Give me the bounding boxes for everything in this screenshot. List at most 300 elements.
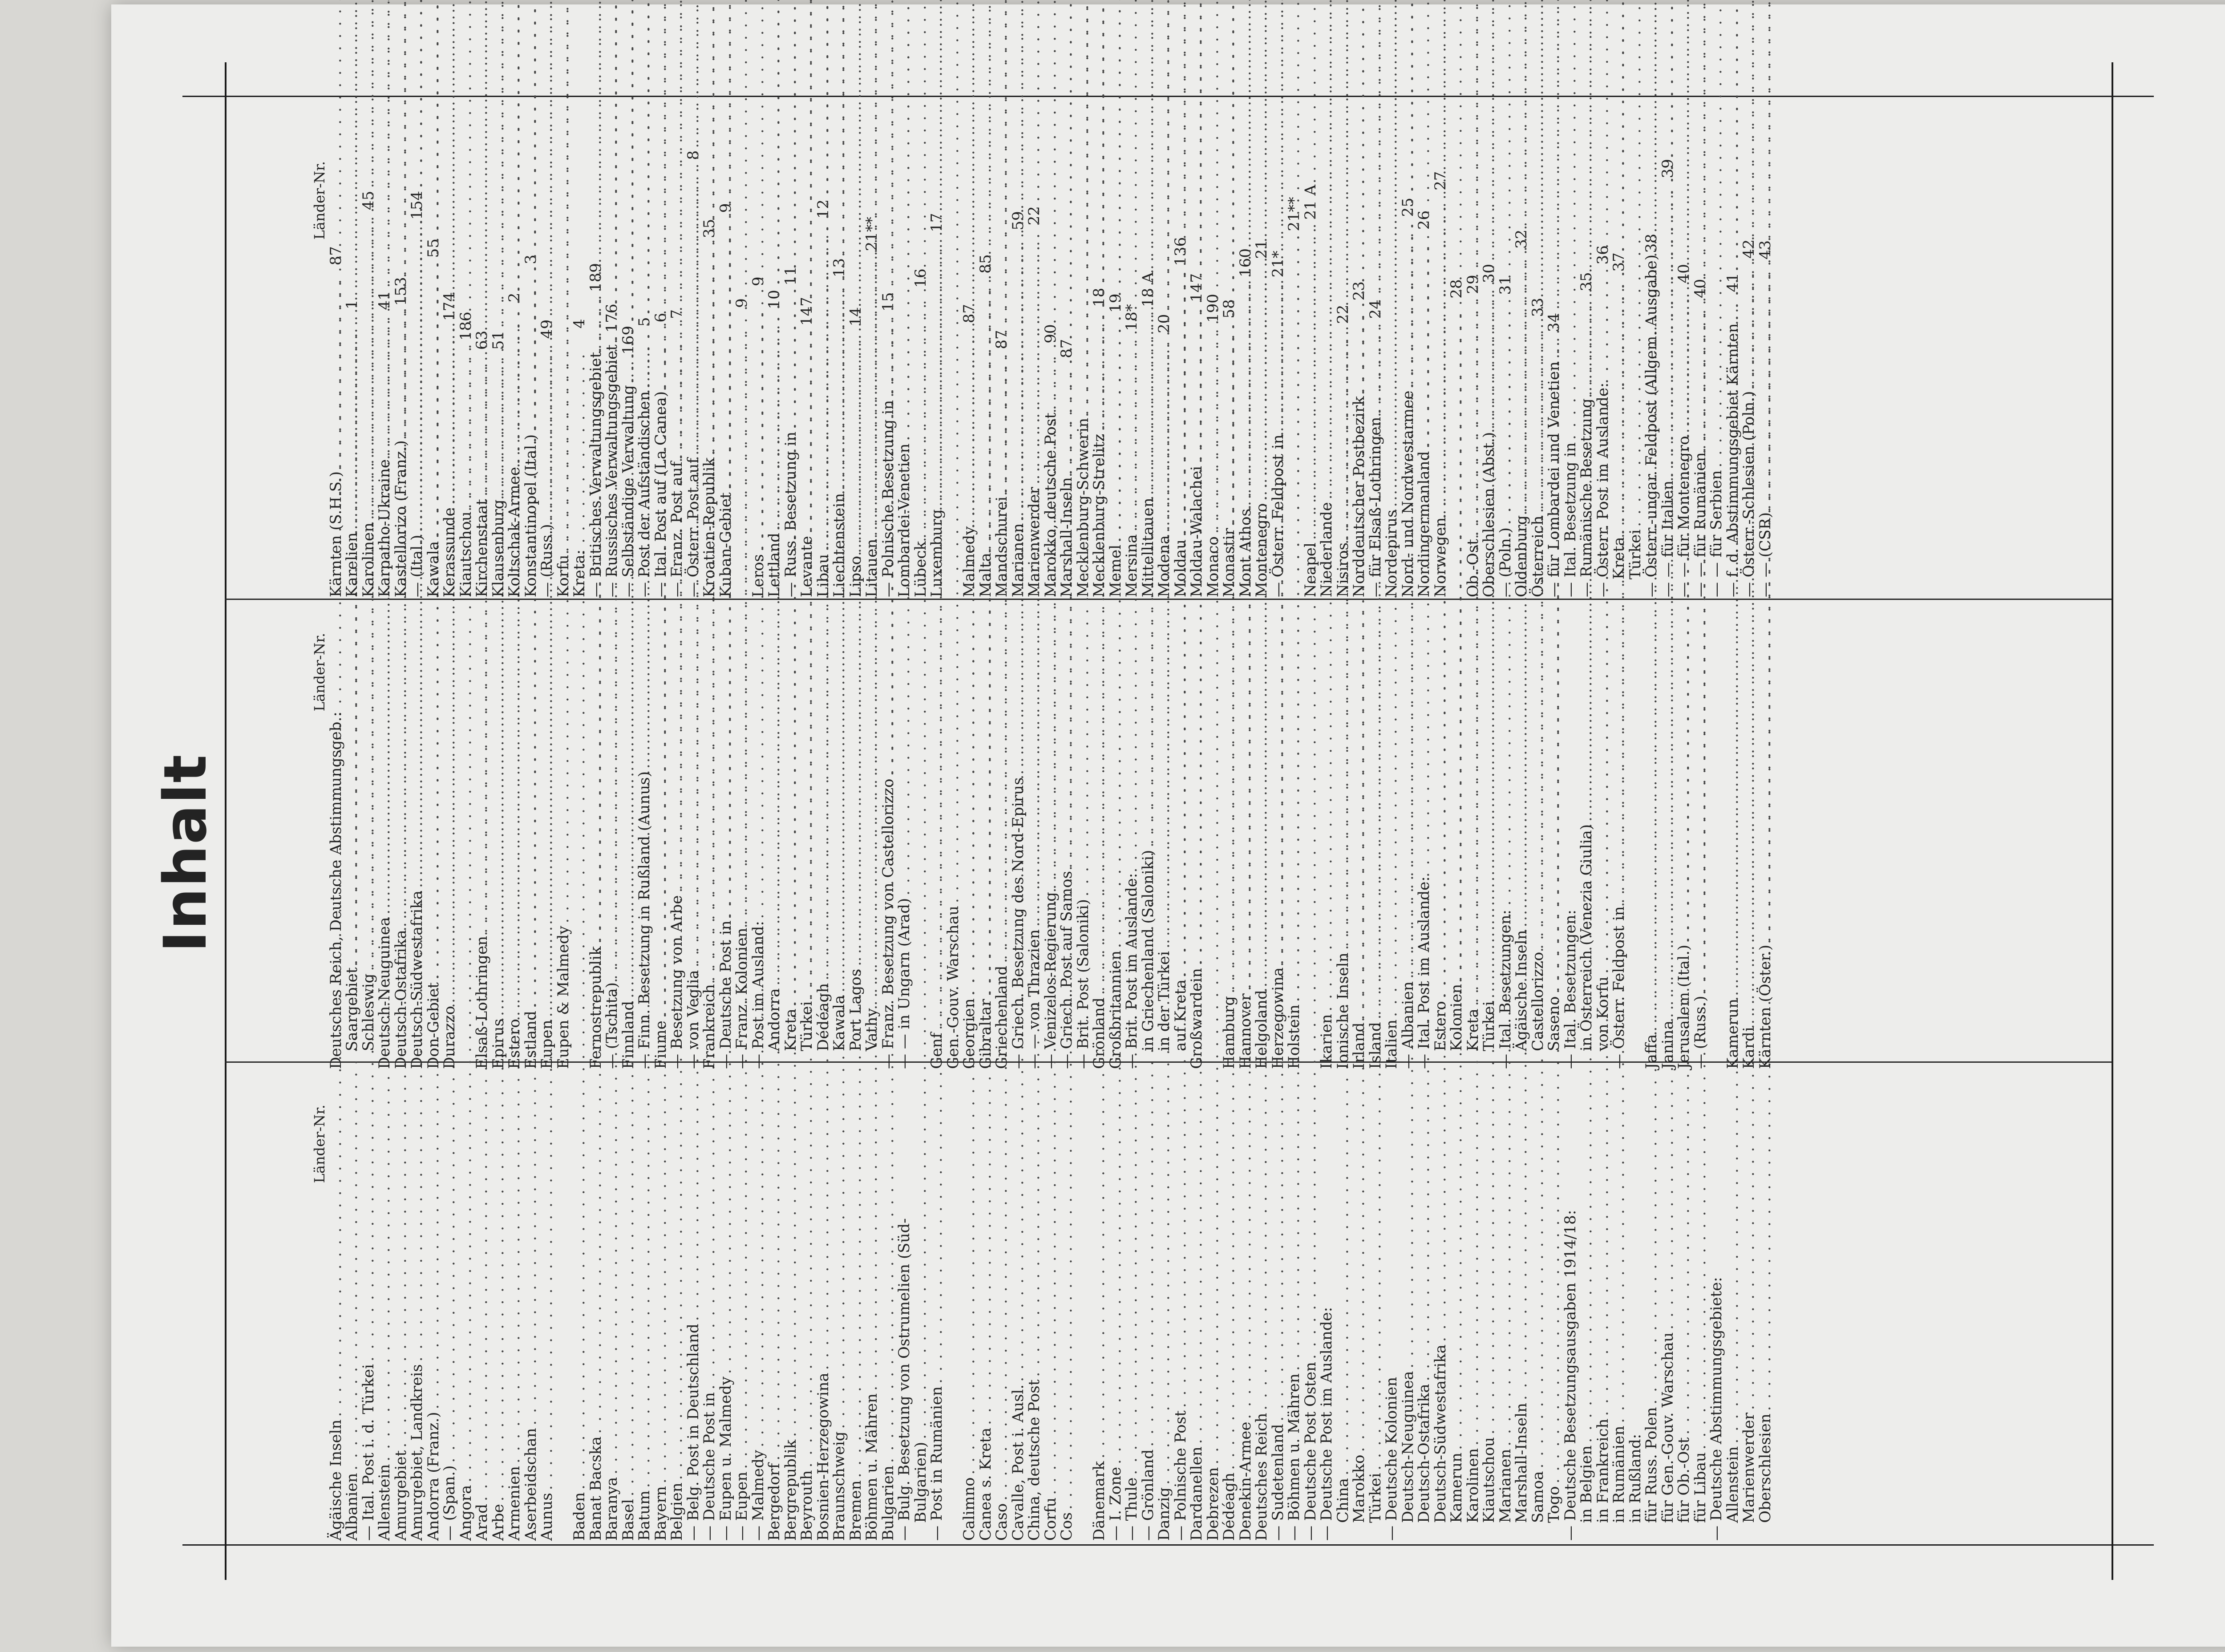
entry-label: — Rumänische Besetzung: [1578, 398, 1595, 597]
entry-label: Finnland: [619, 1000, 637, 1069]
entry-label: Kroatien-Republik: [700, 458, 718, 597]
entry-label: Deutsch-Ostafrika: [1415, 1384, 1433, 1523]
entry-label: Bulgarien: [879, 1466, 897, 1541]
dot-leader: [848, 0, 864, 553]
entry-label: — Ital. Besetzungen:: [1561, 910, 1579, 1069]
dot-leader: [490, 0, 507, 497]
entry-label: Deutsches Reich: [1253, 1413, 1270, 1541]
dot-leader: [1416, 0, 1432, 449]
entry-label: Eupen: [538, 1020, 556, 1069]
dot-leader: [831, 0, 848, 490]
index-entry: [1173, 161, 1189, 597]
index-entry: [685, 161, 702, 597]
dot-leader: [1546, 0, 1562, 359]
index-entry: [815, 633, 832, 1069]
entry-number: 26: [1415, 210, 1433, 230]
index-entry: [1351, 161, 1367, 597]
entry-label: Türkei: [1626, 529, 1644, 579]
entry-label: Don-Gebiet: [424, 982, 442, 1069]
entry-label: Epirus: [489, 1018, 507, 1069]
entry-label: in Griechenland (Saloniki): [1139, 850, 1157, 1051]
entry-label: Deutsch-Südwestafrika: [1431, 1344, 1449, 1523]
entry-label: Türkei: [1366, 1473, 1384, 1523]
entry-number: 3: [522, 255, 540, 264]
entry-label: — Österr. Post auf: [684, 458, 702, 597]
entry-number: 154: [408, 190, 426, 220]
entry-label: Denekin-Armee: [1236, 1421, 1254, 1541]
entry-label: Irland: [1350, 1022, 1368, 1069]
dot-leader: [783, 0, 799, 429]
entry-label: Marienwerder: [1740, 1413, 1758, 1523]
entry-label: — (Span.): [441, 1465, 458, 1541]
entry-label: Oberschlesien: [1756, 1413, 1774, 1523]
entry-label: Oberschlesien (Abst.): [1480, 432, 1498, 597]
entry-label: Basel: [619, 1499, 637, 1541]
section-gap: [1075, 1105, 1092, 1541]
entry-label: — Venizelos-Regierung: [1041, 892, 1060, 1069]
index-entry: [1676, 633, 1692, 1069]
index-entry: [880, 633, 897, 1069]
entry-label: Estero: [506, 1019, 523, 1069]
index-entry: [1384, 161, 1400, 597]
entry-label: — Franz. Kolonien: [733, 927, 751, 1069]
dot-leader: [1562, 0, 1579, 440]
entry-label: für Ob.-Ost: [1675, 1437, 1693, 1523]
dot-leader: [474, 0, 490, 496]
index-entry: [1124, 161, 1140, 597]
entry-label: für Libau: [1691, 1452, 1709, 1523]
entry-label: — Eupen u. Malmedy: [716, 1377, 735, 1541]
index-entry: [1562, 161, 1579, 597]
entry-number: 31: [1496, 275, 1514, 295]
entry-label: — Brit. Post im Auslande:: [1123, 873, 1141, 1069]
entry-number: 21**: [1285, 197, 1303, 231]
index-entry: [701, 161, 718, 597]
entry-label: Österreich: [1529, 515, 1547, 597]
entry-label: Dänemark: [1090, 1461, 1108, 1541]
index-entry: [896, 161, 913, 597]
index-entry: [669, 633, 685, 1069]
entry-label: Calimno: [960, 1477, 978, 1541]
entry-number: 174: [441, 292, 458, 321]
dot-leader: [1660, 0, 1676, 478]
entry-label: Konstantinopel (Ital.): [522, 434, 540, 597]
entry-label: von Korfu: [1594, 976, 1612, 1051]
entry-label: Holstein: [1285, 1004, 1303, 1069]
index-entry: [1238, 633, 1254, 1069]
index-entry: [360, 161, 377, 597]
entry-number: 147: [1188, 273, 1206, 302]
index-entry: [994, 161, 1010, 597]
index-entry: [1156, 161, 1173, 597]
entry-label: — — für Rumänien: [1691, 452, 1709, 597]
entry-number: 18 A: [1139, 272, 1157, 308]
dot-leader: [880, 0, 897, 397]
index-entry: [1481, 161, 1497, 597]
entry-label: Kamerun: [1723, 998, 1742, 1069]
dot-leader: [409, 0, 425, 532]
entry-label: Helgoland: [1253, 990, 1270, 1069]
entry-label: Ikarien: [1318, 1014, 1335, 1069]
index-entry: [1286, 633, 1303, 1069]
dot-leader: [1367, 0, 1384, 414]
entry-number: 19: [1106, 293, 1125, 313]
index-entry: [328, 633, 344, 1069]
entry-number: 186: [457, 312, 475, 341]
entry-label: Kärnten (Öster.): [1756, 944, 1774, 1069]
index-entry: [1660, 633, 1676, 1069]
index-entry: [1270, 633, 1286, 1069]
entry-label: Kreta: [781, 1008, 800, 1051]
entry-label: Fiume: [651, 1020, 670, 1069]
entry-label: Braunschweig: [830, 1431, 848, 1541]
index-entry: [994, 633, 1010, 1069]
entry-label: Arbe: [489, 1504, 507, 1541]
index-entry: [1059, 161, 1075, 597]
entry-number: 25: [1399, 198, 1417, 217]
index-entry: [1319, 1105, 1335, 1541]
entry-label: Montenegro: [1253, 503, 1270, 597]
entry-label: — I. Zone: [1106, 1467, 1125, 1541]
entry-number: 147: [798, 297, 816, 326]
entry-label: Kawala: [424, 541, 442, 597]
index-entry: [1757, 633, 1774, 1069]
entry-label: Koltschak-Armee: [506, 467, 523, 597]
dot-leader: [620, 0, 637, 382]
index-entry: [1416, 633, 1432, 1069]
entry-label: Genf: [928, 1032, 946, 1069]
entry-label: Litauen: [863, 539, 881, 597]
dot-leader: [1530, 0, 1546, 513]
index-entry: [1660, 161, 1676, 597]
entry-label: — Ital. Post auf (La Canea): [651, 391, 670, 597]
entry-label: Türkei: [798, 1001, 816, 1051]
index-entry: [978, 161, 994, 597]
index-entry: [783, 161, 799, 597]
entry-label: Modena: [1155, 535, 1173, 597]
entry-label: Batum: [635, 1490, 653, 1541]
dot-leader: [539, 0, 555, 521]
index-entry: [1595, 161, 1611, 597]
index-entry: [409, 161, 425, 597]
index-entry: [1627, 161, 1644, 597]
index-entry: [571, 161, 588, 597]
index-entry: [1578, 161, 1595, 597]
entry-label: Marokko: [1350, 1454, 1368, 1523]
entry-number: 160: [1236, 248, 1254, 277]
index-entry: [344, 161, 360, 597]
entry-label: Deutsch-Südwestafrika: [408, 891, 426, 1069]
entry-label: — Thule: [1123, 1477, 1141, 1541]
entry-number: 21 A: [1301, 184, 1319, 220]
entry-label: Niederlande: [1318, 502, 1335, 597]
entry-number: 87: [960, 304, 978, 324]
dot-leader: [718, 0, 734, 490]
entry-label: — Deutsche Abstimmungsgebiete:: [1707, 1277, 1725, 1541]
section-gap: [1448, 161, 1465, 597]
entry-label: — Britisches Verwaltungsgebiet: [587, 352, 605, 597]
index-entry: [913, 161, 929, 597]
dot-leader: [1238, 0, 1254, 506]
entry-number: 36: [1594, 245, 1612, 265]
column-header: Länder-Nr.: [311, 161, 328, 240]
dot-leader: [896, 0, 913, 441]
index-entry: [1254, 161, 1270, 597]
entry-label: Herzegowina: [1269, 967, 1287, 1069]
entry-number: 176: [603, 304, 621, 333]
entry-number: 169: [619, 325, 637, 355]
index-entry: [490, 161, 507, 597]
entry-number: 41: [376, 291, 393, 310]
entry-label: Andorra: [765, 988, 783, 1051]
entry-number: 43: [1756, 240, 1774, 260]
entry-label: — Russ. Besetzung in: [781, 431, 800, 597]
index-entry: [831, 161, 848, 597]
entry-label: Karpatho-Ukraine: [376, 459, 393, 597]
entry-label: — Österr.-Schlesien (Poln.): [1740, 391, 1758, 597]
entry-label: Durazzo: [441, 1006, 458, 1069]
index-entry: [523, 161, 539, 597]
dot-leader: [1400, 0, 1416, 388]
entry-label: — Finn. Besetzung in Rußland (Aunus): [635, 771, 653, 1069]
index-entry: [1562, 1105, 1579, 1541]
entry-label: — (Ital.): [408, 534, 426, 597]
entry-label: Mittellitauen: [1139, 498, 1157, 597]
entry-label: Eupen & Malmedy: [554, 926, 572, 1069]
dot-leader: [701, 0, 718, 455]
dot-leader: [1627, 0, 1644, 527]
entry-label: Mandschurei: [993, 496, 1011, 597]
entry-label: in Belgien: [1578, 1445, 1595, 1523]
index-entry: [393, 161, 409, 597]
entry-label: Großwardein: [1188, 968, 1206, 1069]
entry-label: Kuban-Gebiet: [716, 492, 735, 597]
index-entry: [1043, 161, 1059, 597]
dot-leader: [1108, 0, 1124, 542]
index-entry: [1611, 633, 1627, 1069]
entry-label: Gen.-Gouv. Warschau: [944, 906, 962, 1069]
entry-label: Beyrouth: [798, 1470, 816, 1541]
entry-label: Kreta:: [570, 549, 588, 597]
entry-label: Ägäische Inseln: [327, 1419, 345, 1541]
entry-label: — (Poln.): [1496, 527, 1514, 597]
entry-label: Kamerun: [1448, 1452, 1465, 1523]
entry-number: 49: [538, 319, 556, 339]
entry-number: 8: [684, 150, 702, 160]
index-entry: [1708, 1105, 1725, 1541]
index-entry: [1692, 633, 1709, 1069]
dot-leader: [961, 0, 978, 524]
entry-number: 45: [359, 190, 377, 210]
entry-label: Port Lagos: [846, 968, 865, 1051]
entry-label: — — für Italien: [1659, 480, 1677, 597]
dot-leader: [1221, 0, 1238, 525]
index-entry: [409, 633, 425, 1069]
entry-label: — — für Montenegro: [1675, 436, 1693, 597]
entry-number: 29: [1464, 275, 1482, 294]
index-entry: [1319, 633, 1335, 1069]
entry-label: — Selbständige Verwaltung: [619, 385, 637, 597]
index-entry: [1595, 633, 1611, 1069]
entry-label: Moldau-Walachei: [1188, 466, 1206, 597]
entry-label: Italien: [1383, 1019, 1400, 1069]
index-entry: [1075, 633, 1092, 1069]
index-entry: [1140, 161, 1157, 597]
entry-label: — Deutsche Post im Auslande:: [1318, 1307, 1335, 1541]
entry-label: Deutsch-Ostafrika: [392, 930, 410, 1069]
dot-leader: [1010, 0, 1027, 521]
dot-leader: [864, 0, 880, 536]
dot-leader: [1026, 0, 1043, 484]
column-header: Länder-Nr.: [311, 633, 328, 712]
index-entry: [1043, 633, 1059, 1069]
index-entry: [718, 633, 734, 1069]
index-entry: [896, 633, 913, 1069]
index-entry: [1725, 161, 1741, 597]
entry-label: Samoa: [1529, 1471, 1547, 1523]
entry-label: — Franz. Post auf: [668, 462, 686, 597]
entry-label: — für Lombardei und Venetien: [1545, 361, 1563, 597]
entry-label: Bergedorf: [765, 1463, 783, 1541]
index-entry: [441, 633, 458, 1069]
index-entry: [815, 161, 832, 597]
dot-leader: [1140, 0, 1157, 495]
entry-label: Ob.-Ost: [1464, 539, 1482, 597]
entry-number: 39: [1659, 159, 1677, 178]
dot-leader: [1513, 0, 1530, 513]
entry-label: — Österr. Post im Auslande:: [1594, 382, 1612, 597]
entry-number: 136: [1171, 237, 1189, 266]
section-gap: [945, 161, 962, 597]
entry-label: Nord- und Nordwestarmee: [1399, 390, 1417, 597]
entry-label: Bosnien-Herzegowina: [814, 1373, 832, 1541]
entry-number: 18*: [1123, 304, 1141, 331]
index-entry: [799, 161, 815, 597]
dot-leader: [636, 0, 653, 389]
entry-label: in Rußland:: [1626, 1433, 1644, 1523]
entry-number: 18: [1090, 287, 1108, 307]
entry-label: Lübeck: [911, 541, 930, 597]
entry-label: Oldenburg: [1513, 515, 1530, 597]
entry-label: Kiautschou: [1480, 1437, 1498, 1523]
entry-label: Andorra (Franz.): [424, 1412, 442, 1541]
dot-leader: [393, 0, 409, 437]
index-entry: [1465, 161, 1481, 597]
entry-number: 34: [1545, 312, 1563, 332]
entry-number: 22: [1025, 206, 1043, 226]
index-entry: [1010, 633, 1027, 1069]
entry-label: Saargebiet: [343, 967, 361, 1051]
entry-label: Debrezen: [1204, 1467, 1222, 1541]
entry-label: — (Russ.): [1691, 996, 1709, 1069]
index-entry: [1335, 161, 1351, 597]
entry-number: 9: [716, 203, 735, 213]
entry-label: in Rumänien: [1610, 1425, 1628, 1523]
entry-number: 189: [587, 263, 605, 292]
index-entry: [604, 633, 620, 1069]
index-entry: [588, 161, 604, 597]
entry-number: 22: [1334, 304, 1352, 324]
entry-label: Moldau: [1171, 539, 1189, 597]
entry-label: — Polnische Post: [1171, 1410, 1189, 1541]
index-entry: [1189, 633, 1205, 1069]
index-entry: [848, 633, 864, 1069]
entry-label: Monastir: [1220, 528, 1238, 597]
entry-number: 9: [733, 298, 751, 308]
dot-leader: [913, 0, 929, 539]
section-gap: [571, 633, 588, 1069]
dot-leader: [766, 0, 783, 530]
entry-label: Marianen: [1009, 523, 1027, 597]
entry-number: 38: [1642, 234, 1660, 253]
index-entry: [1075, 161, 1092, 597]
index-entry: [458, 161, 474, 597]
index-entry: [864, 161, 880, 597]
entry-label: Marokko, deutsche Post: [1041, 413, 1060, 597]
entry-label: Gibraltar: [976, 999, 995, 1069]
entry-label: Deutsch-Neuguinea: [376, 917, 393, 1069]
index-entry: [344, 633, 360, 1069]
index-entry: [1562, 633, 1579, 1069]
section-gap: [1708, 633, 1725, 1069]
entry-number: 87: [327, 246, 345, 266]
entry-number: 153: [392, 277, 410, 306]
entry-label: — — in Ungarn (Arad): [895, 898, 913, 1069]
section-gap: [1627, 633, 1644, 1069]
index-entry: [1221, 633, 1238, 1069]
entry-number: 28: [1448, 279, 1465, 299]
entry-label: Grönland: [1090, 997, 1108, 1069]
entry-label: Belgien: [668, 1482, 686, 1541]
entry-label: Elsaß-Lothringen: [473, 935, 491, 1069]
entry-label: Caso: [993, 1503, 1011, 1541]
entry-label: Mont Athos: [1236, 508, 1254, 597]
dot-leader: [1075, 0, 1092, 415]
entry-number: 21*: [1269, 251, 1287, 278]
entry-number: 16: [911, 268, 930, 288]
entry-number: 12: [814, 199, 832, 219]
dot-leader: [978, 0, 994, 550]
index-entry: [848, 161, 864, 597]
entry-label: Fernostrepublik: [587, 946, 605, 1069]
entry-label: Kolonien: [1448, 984, 1465, 1051]
section-gap: [1205, 633, 1222, 1069]
index-entry: [555, 633, 572, 1069]
entry-number: 30: [1480, 263, 1498, 283]
index-entry: [653, 161, 669, 597]
index-entry: [880, 161, 897, 597]
index-entry: [1465, 633, 1481, 1069]
index-entry: [474, 633, 490, 1069]
index-entry: [1741, 161, 1757, 597]
column-header: Länder-Nr.: [311, 1105, 328, 1183]
dot-leader: [1384, 0, 1400, 507]
dot-leader: [1725, 0, 1741, 320]
index-entry: [490, 633, 507, 1069]
index-entry: [1757, 161, 1774, 597]
entry-label: Cos: [1058, 1512, 1076, 1541]
entry-label: Estero: [1431, 1001, 1449, 1051]
entry-label: Nordepirus: [1383, 510, 1400, 597]
index-entry: [1059, 633, 1075, 1069]
entry-label: Kardi: [1740, 1027, 1758, 1069]
entry-label: — Deutsche Post Osten: [1301, 1362, 1319, 1541]
index-entry: [539, 161, 555, 597]
index-entry: [1189, 161, 1205, 597]
entry-label: — Post im Ausland:: [749, 921, 767, 1069]
section-gap: [1303, 633, 1319, 1069]
entry-number: 14: [846, 307, 865, 327]
